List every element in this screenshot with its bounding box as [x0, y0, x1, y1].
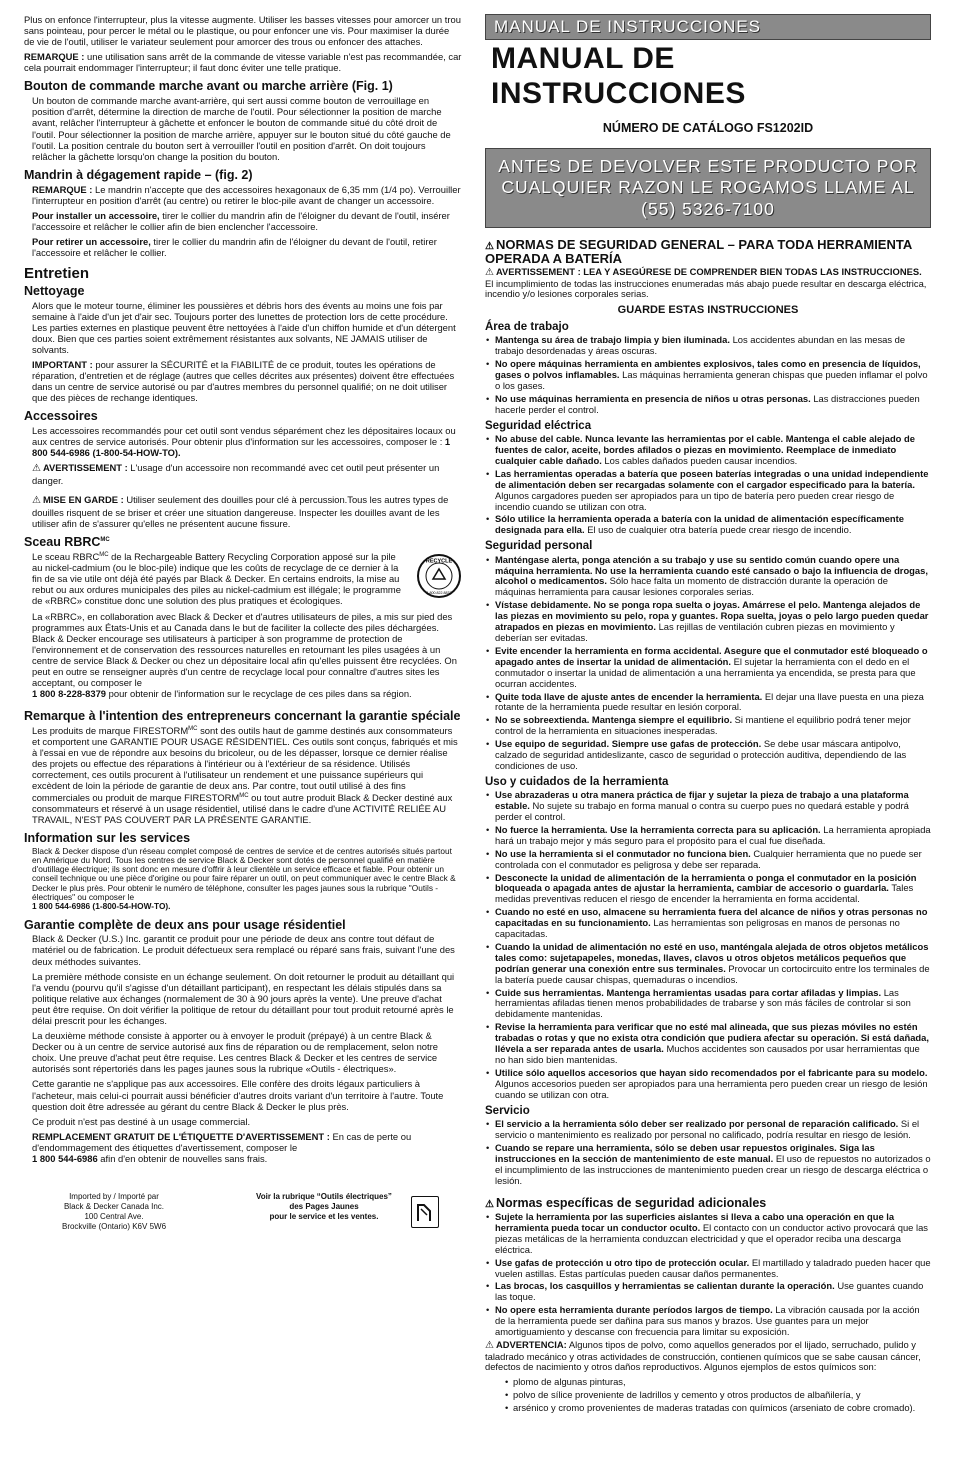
additional-rules-title: ⚠ Normas específicas de seguridad adicionales [485, 1196, 767, 1211]
list-item: • No use la herramienta si el conmutador no funciona bien. Cualquier herramienta que no puede ser controlada con el conmutador es peligrosa y debe ser reparada. [485, 849, 931, 871]
contractors-text: Les produits de marque $FIRESTORM^{MC}$ sont des outils haut de gamme destinés aux consommateurs et comportent une GARANTIE POUR USAGE RÉSIDENTIEL. Ces outils sont conçus, fabriqués et mis à l'essai en vue de répondre aux besoins du bricoleur, ou de les dépasser, lorsque ce dernier réalise des projets ou effectue des réparations à l'intérieur ou à l'extérieur de sa résidence. Utilisés correctement, ces outils procurent à l'utilisateur un rendement et une puissance supérieurs qui excèdent de loin la période de garantie de deux ans. Par contre, tout outil utilisé à des fins commerciales ou produit de marque $FIRESTORM^{MC}$ ou tout autre produit Black & Decker destiné aux consommateurs et réservé à un usage résidentiel, utilisé dans le cadre d'une ACTIVITÉ RELIÉE AU TRAVAIL, N'EST PAS COUVERT PAR LA PRÉSENTE GARANTIE. [32, 725, 458, 825]
intro-remark: REMARQUE : une utilisation sans arrêt de la commande de vitesse variable n'est pas recommandée, car cela pourrait endommager l'interrupteur; il faut donc éviter une telle pratique. [24, 51, 462, 74]
rbrc-title: Sceau $RBRC^{MC}$ [24, 535, 110, 550]
tool-use-list [485, 790, 931, 1100]
personal-safety-list [485, 555, 931, 772]
advertencia-text: ⚠ ADVERTENCIA: Algunos tipos de polvo, como aquellos generados por el lijado, serruchado, pulido y taladrado mecánico y otras actividades de construcción, contienen químicos que se sabe causan cáncer, defectos de nacimiento y otros daños reproductivos. Algunos ejemplos de estos químicos son: [485, 1338, 921, 1373]
additional-rules-list [485, 1212, 931, 1338]
service-title: Servicio [485, 1104, 530, 1117]
list-item: • plomo de algunas pinturas, [485, 1377, 931, 1388]
manual-title: MANUAL DE INSTRUCCIONES [491, 41, 746, 110]
list-item: • Cuando no esté en uso, almacene su herramienta fuera del alcance de niños y otras personas no capacitadas en su funcionamiento. Las herramientas son peligrosas en manos de personas no capacitadas. [485, 907, 931, 940]
list-item: • Use gafas de protección u otro tipo de protección ocular. El martillado y taladrado pueden hacer que vuelen astillas. Estas partículas pueden causar daños permanentes. [485, 1258, 931, 1280]
accessories-title: Accessoires [24, 409, 98, 424]
accessories-text: Les accessoires recommandés pour cet outil sont vendus séparément chez les dépositaires locaux ou aux centres de service autorisés. Pour obtenir plus d'information sur les accessoires, composer le : 1 800 544-6986 (1-800-54-HOW-TO). [32, 425, 456, 459]
list-item: • Use abrazaderas u otra manera práctica de fijar y sujetar la pieza de trabajo a una plataforma estable. No sujete su trabajo en forma manual o contra su cuerpo pues no quedará estable y podrá perder el control. [485, 790, 931, 823]
warning-icon: ⚠ [485, 1339, 494, 1351]
call-before-return-box: ANTES DE DEVOLVER ESTE PRODUCTO POR CUALQUIER RAZON LE ROGAMOS LLAME AL (55) 5326-7100 [485, 148, 931, 228]
seal-label: RECYCLE [425, 558, 453, 565]
services-text: Black & Decker dispose d'un réseau complet composé de centres de service et de centres autorisés situés partout en Amérique du Nord. Tous les centres de service Black & Decker sont dotés de personnel qualifié en matière d'outillage électrique; ils sont donc en mesure d'offrir à leur clientèle un service efficace et fiable. Pour obtenir un conseil technique ou une pièce d'origine ou pour faire réparer un outil, on peut communiquer avec le centre Black & Decker le plus près. Pour obtenir le numéro de téléphone, consulter les pages jaunes sous la rubrique "Outils - électriques" ou composer le 1 800 544-6986 (1-800-54-HOW-TO). [32, 845, 456, 912]
warranty-p4: Cette garantie ne s'applique pas aux accessoires. Elle confère des droits légaux particuliers à l'acheteur, mais celui-ci pourrait aussi bénéficier d'autres droits variant d'un territoire à l'autre. Toute question doit être adressée au gérant du centre Black & Decker le plus près. [32, 1078, 444, 1112]
rbrc-block [24, 551, 462, 699]
list-item: • Sólo utilice la herramienta operada a batería con la unidad de alimentación específicamente designada para ella. El uso de cualquier otra batería puede crear riesgo de incendio. [485, 514, 931, 536]
warning-icon: ⚠ [32, 463, 41, 475]
list-item: • Use equipo de seguridad. Siempre use gafas de protección. Se debe usar máscara antipolvo, calzado de seguridad antideslizante, casco de seguridad o protección auditiva, dependiendo de las condiciones de uso. [485, 739, 931, 772]
warranty-title: Garantie complète de deux ans pour usage résidentiel [24, 917, 346, 932]
list-item: • No abuse del cable. Nunca levante las herramientas por el cable. Mantenga el cable alejado de fuentes de calor, aceite, bordes afilados o piezas en movimiento. Reemplace de inmediato cualquier cable dañado. Los cables dañados pueden causar incendios. [485, 434, 931, 467]
list-item: • Desconecte la unidad de alimentación de la herramienta o ponga el conmutador en la posición bloqueada o apagada antes de ajustar la herramienta, cambiar de accesorio o guardarla. Tales medidas preventivas reducen el riesgo de encender la herramienta en forma accidental. [485, 873, 931, 906]
services-title: Information sur les services [24, 830, 191, 845]
rbrc-text-2: La «RBRC», en collaboration avec Black & Decker et d'autres utilisateurs de piles, a mis sur pied des programmes aux États-Unis et au Canada dans le but de faciliter la collecte des piles déchargées. Black & Decker encourage ses utilisateurs à participer à son programme de protection de l'environnement et de conservation des ressources naturelles en retournant les piles usagées à un centre de service Black & Decker ou chez un dépositaire local afin qu'elles puissent être recyclées. On peut en outre se renseigner auprès d'un centre de recyclage local pour connaître d'autres sites les acceptant, ou composer le 1 800 8-228-8379 pour obtenir de l'information sur le recyclage de ces piles dans sa région. [32, 610, 457, 700]
right-column [485, 14, 931, 1416]
list-item: • arsénico y cromo provenientes de maderas tratadas con químicos (arseniato de cobre cromado). [485, 1403, 931, 1414]
rbrc-recycle-seal-icon [416, 553, 462, 599]
list-item: • polvo de sílice proveniente de ladrillos y cemento y otros productos de albañilería, y [485, 1390, 931, 1401]
warranty-replacement: REMPLACEMENT GRATUIT DE L'ÉTIQUETTE D'AVERTISSEMENT : En cas de perte ou d'endommagement des étiquettes d'avertissement, composer le 1 800 544-6986 afin d'en obtenir de nouvelles sans frais. [32, 1130, 412, 1164]
list-item: • No fuerce la herramienta. Use la herramienta correcta para su aplicación. La herramienta apropiada hará un trabajo mejor y más seguro para el propósito para el cual fue diseñada. [485, 825, 931, 847]
chuck-remark: REMARQUE : Le mandrin n'accepte que des accessoires hexagonaux de 6,35 mm (1/4 po). Verrouiller l'interrupteur en position d'arrêt (au centre) ou retirer le bloc-pile avant de changer un accessoire. [32, 183, 461, 206]
intro-text: Plus on enfonce l'interrupteur, plus la vitesse augmente. Utiliser les basses vitesses pour amorcer un trou sans pointeau, pour percer le métal ou le plastique, ou pour enfoncer une vis. Pour maximiser la durée de vie de l'outil, utiliser le variateur seulement pour amorcer des trous ou enfoncer des attaches. [24, 14, 461, 48]
left-column [24, 14, 462, 1168]
list-item: • Evite encender la herramienta en forma accidental. Asegure que el conmutador esté bloqueado o apagado antes de insertar la unidad de alimentación. El sujetar la herramienta con el dedo en el conmutador o insertar la unidad de alimentación a una herramienta ya encendida, se presta para que ocurran accidentes. [485, 646, 931, 690]
seal-phone: 1.800.822.8837 [426, 591, 452, 596]
tool-use-title: Uso y cuidados de la herramienta [485, 775, 669, 788]
accessories-warning: ⚠ AVERTISSEMENT : L'usage d'un accessoire non recommandé avec cet outil peut présenter un danger. [32, 462, 440, 487]
general-safety-warning: ⚠ AVERTISSEMENT : LEA Y ASEGÚRESE DE COMPRENDER BIEN TODAS LAS INSTRUCCIONES. El incumplimiento de todas las instrucciones enumeradas más abajo puede resultar en descarga eléctrica, incendio y/o lesiones corporales serias. [485, 265, 927, 300]
list-item: • Cuando se repare una herramienta, sólo se deben usar repuestos originales. Siga las instrucciones en la sección de mantenimiento de este manual. El uso de repuestos no autorizados o el incumplimiento de las instrucciones de mantenimiento pueden crear un riesgo de descarga eléctrica o lesión. [485, 1143, 931, 1187]
list-item: • Sujete la herramienta por las superficies aislantes si lleva a cabo una operación en que la herramienta pueda tocar un conductor oculto. El contacto con un conductor activo provocará que las piezas metálicas de la herramienta conduzcan electricidad y que el operador reciba una descarga eléctrica. [485, 1212, 931, 1256]
maintenance-title: Entretien [24, 265, 90, 283]
chemicals-list [485, 1377, 931, 1414]
warning-icon: ⚠ [32, 495, 41, 507]
list-item: • Utilice sólo aquellos accesorios que hayan sido recomendados por el fabricante para su modelo. Algunos accesorios pueden ser apropiados para una herramienta pero pueden crear un riesgo de lesión cuando se utilizan con otra. [485, 1068, 931, 1101]
chuck-install: Pour installer un accessoire, tirer le collier du mandrin afin de l'éloigner du devant de l'outil, insérer l'accessoire et relâcher le collier afin de bien enclencher l'accessoire. [32, 209, 450, 232]
save-instructions: GUARDE ESTAS INSTRUCCIONES [617, 304, 799, 317]
warranty-p2: La première méthode consiste en un échange seulement. On doit retourner le produit au détaillant qui l'a vendu (pourvu qu'il s'agisse d'un détaillant participant), en respectant les délais stipulés dans sa politique relative aux échanges (normalement de 30 à 90 jours après la vente). Une preuve d'achat peut être requise. On doit vérifier la politique de retour du détaillant pour tout produit retourné après le délai prescrit pour les échanges. [32, 970, 455, 1026]
chuck-remove: Pour retirer un accessoire, tirer le collier du mandrin afin de l'éloigner du devant de l'outil, retirer l'accessoire et relâcher le collier. [32, 235, 437, 258]
list-item: • No opere esta herramienta durante períodos largos de tiempo. La vibración causada por la acción de la herramienta puede ser dañina para sus manos y brazos. Use guantes para un mejor amortiguamiento y descanse con frecuencia para limitar su exposición. [485, 1305, 931, 1338]
list-item: • Las herramientas operadas a batería que poseen baterías integradas o una unidad independiente de alimentación deben ser recargadas solamente con el cargador especificado para la batería. Algunos cargadores pueden ser apropiados para un tipo de batería pero pueden crear riesgo de incendio cuando se utilizan con otra. [485, 469, 931, 513]
cleaning-text: Alors que le moteur tourne, éliminer les poussières et débris hors des évents au moins une fois par semaine à l'aide d'un jet d'air sec. Toujours porter des lunettes de protection lors de cette procédure. Les parties externes en plastique peuvent être nettoyées à l'aide d'un chiffon humide et d'un détergent doux. Bien que ces parties soient extrêmement résistantes aux solvants, NE JAMAIS utiliser de solvants. [32, 299, 456, 355]
yellow-pages-logo-icon [411, 1196, 439, 1228]
work-area-title: Área de trabajo [485, 321, 569, 334]
catalog-number: NÚMERO DE CATÁLOGO FS1202ID [602, 121, 814, 136]
list-item: • Las brocas, los casquillos y herramientas se calientan durante la operación. Use guantes cuando las toque. [485, 1281, 931, 1303]
warning-icon: ⚠ [485, 1199, 494, 1211]
list-item: • Cuide sus herramientas. Mantenga herramientas usadas para cortar afiladas y limpias. Las herramientas afiladas tienen menos probabilidades de trabarse y son más fáciles de controlar si son debidamente mantenidas. [485, 988, 931, 1021]
important-text: IMPORTANT : pour assurer la SÉCURITÉ et la FIABILITÉ de ce produit, toutes les opérations de réparation, d'entretien et de réglage (autres que celles décrites aux présentes) doivent être effectuées dans un centre de service autorisé ou par d'autres membres du personnel qualifié; on ne doit utiliser que des pièces de rechange identiques. [32, 359, 455, 404]
warning-icon: ⚠ [485, 266, 494, 278]
personal-safety-title: Seguridad personal [485, 540, 593, 553]
electrical-safety-list [485, 434, 931, 536]
caution-text: ⚠ MISE EN GARDE : Utiliser seulement des douilles pour clé à percussion.Tous les autres types de douilles risquent de se briser et créer une situation dangereuse. Inspecter les douilles avant de les utiliser afin de s'assurer qu'elles ne présentent aucune fissure. [32, 494, 449, 530]
rbrc-text-1: Le sceau $RBRC^{MC}$ de la Rechargeable Battery Recycling Corporation apposé sur la pile au nickel-cadmium (ou le bloc-pile) indique que les coûts de recyclage de ce dernier à la fin de sa vie utile ont déjà été payés par Black & Decker. En certains endroits, la mise au rebut ou aux ordures municipales des piles au nickel-cadmium est illégale; le programme de «RBRC» constitue donc une solution des plus pratiques et écologiques. [32, 551, 401, 607]
warranty-p5: Ce produit n'est pas destiné à un usage commercial. [32, 1115, 251, 1127]
electrical-safety-title: Seguridad eléctrica [485, 419, 592, 432]
list-item: • Mantenga su área de trabajo limpia y bien iluminada. Los accidentes abundan en las mesas de trabajo desordenadas y áreas oscuras. [485, 335, 931, 357]
warranty-p1: Black & Decker (U.S.) Inc. garantit ce produit pour une période de deux ans contre tout défaut de matériel ou de fabrication. Le produit défectueux sera remplacé ou réparé sans frais, suivant l'une des deux méthodes suivantes. [32, 933, 455, 967]
list-item: • Quite toda llave de ajuste antes de encender la herramienta. El dejar una llave puesta en una pieza rotante de la herramienta puede resultar en lesión corporal. [485, 692, 931, 714]
contractors-title: Remarque à l'intention des entrepreneurs concernant la garantie spéciale [24, 709, 461, 724]
work-area-list [485, 335, 931, 415]
reverse-title: Bouton de commande marche avant ou marche arrière (Fig. 1) [24, 79, 393, 94]
reverse-text: Un bouton de commande marche avant-arrière, qui sert aussi comme bouton de verrouillage en position d'arrêt, détermine la direction de marche de l'outil. Pour sélectionner la position de marche avant, relâcher l'interrupteur à gâchette et enfoncer le bouton de commande situé du côté droit de l'outil. Pour sélectionner la position de marche arrière, appuyer sur le bouton situé du côté gauche de l'outil. La position centrale du bouton sert à verrouiller l'outil en position d'arrêt. On doit toujours relâcher la gâchette lorsqu'on change la position du bouton. [32, 95, 451, 162]
list-item: • No se sobreextienda. Mantenga siempre el equilibrio. Si mantiene el equilibrio podrá tener mejor control de la herramienta en situaciones inesperadas. [485, 715, 931, 737]
warranty-p3: La deuxième méthode consiste à apporter ou à envoyer le produit (prépayé) à un centre Black & Decker ou à un centre de service autorisé aux fins de réparation ou de remplacement, selon notre choix. Une preuve d'achat peut être requise. Les centres Black & Decker et les centres de service autorisés sont répertoriés dans les pages jaunes sous la rubrique «Outils - électriques». [32, 1030, 438, 1075]
chuck-title: Mandrin à dégagement rapide – (fig. 2) [24, 167, 253, 182]
list-item: • Cuando la unidad de alimentación no esté en uso, manténgala alejada de otros objetos metálicos tales como: sujetapapeles, monedas, llaves, clavos u otros objetos metálicos pequeños que podrían generar una conexión entre sus terminales. Provocar un cortocircuito entre los terminales de la batería puede causar chispas, quemaduras o incendios. [485, 942, 931, 986]
general-safety-title: ⚠ NORMAS DE SEGURIDAD GENERAL – PARA TODA HERRAMIENTA OPERADA A BATERÍA [485, 236, 912, 267]
importer-info: Imported by / Importé par Black & Decker Canada Inc. 100 Central Ave. Brockville (Ontario) K6V 5W6 [61, 1192, 167, 1231]
list-item: • Vístase debidamente. No se ponga ropa suelta o joyas. Amárrese el pelo. Mantenga alejados de las piezas en movimiento su pelo, ropa y guantes. Ropa suelta, joyas o pelo largo pueden quedar atrapados en piezas en movimiento. Las rejillas de ventilación cubren piezas en movimiento y deberían ser evitadas. [485, 600, 931, 644]
list-item: • No use máquinas herramienta en presencia de niños u otras personas. Las distracciones pueden hacerle perder el control. [485, 394, 931, 416]
service-list [485, 1119, 931, 1186]
list-item: • No opere máquinas herramienta en ambientes explosivos, tales como en presencia de líquidos, gases o polvos inflamables. Las máquinas herramienta generan chispas que pueden inflamar el polvo o los gases. [485, 359, 931, 392]
yellow-pages-note: Voir la rubrique “Outils électriques” des Pages Jaunes pour le service et les ventes. [256, 1192, 392, 1221]
manual-header-bar: MANUAL DE INSTRUCCIONES [485, 14, 931, 40]
list-item: • Revise la herramienta para verificar que no esté mal alineada, que sus piezas móviles no estén trabadas o rotas y que no exista otra condición que pudiera afectar su operación. Si está dañada, llévela a ser reparada antes de usarla. Muchos accidentes son causados por usar herramientas que no han sido bien mantenidas. [485, 1022, 931, 1066]
list-item: • Manténgase alerta, ponga atención a su trabajo y use su sentido común cuando opere una máquina herramienta. No use la herramienta cuando esté cansado o bajo la influencia de drogas, alcohol o medicamentos. Sólo hace falta un momento de distracción durante la operación de máquinas herramienta para causar lesiones corporales serias. [485, 555, 931, 599]
warning-icon: ⚠ [485, 240, 494, 252]
cleaning-title: Nettoyage [24, 283, 85, 298]
list-item: • El servicio a la herramienta sólo deber ser realizado por personal de reparación calificado. Si el servicio o mantenimiento es realizado por personal no calificado, podría resultar en riesgo de lesión. [485, 1119, 931, 1141]
